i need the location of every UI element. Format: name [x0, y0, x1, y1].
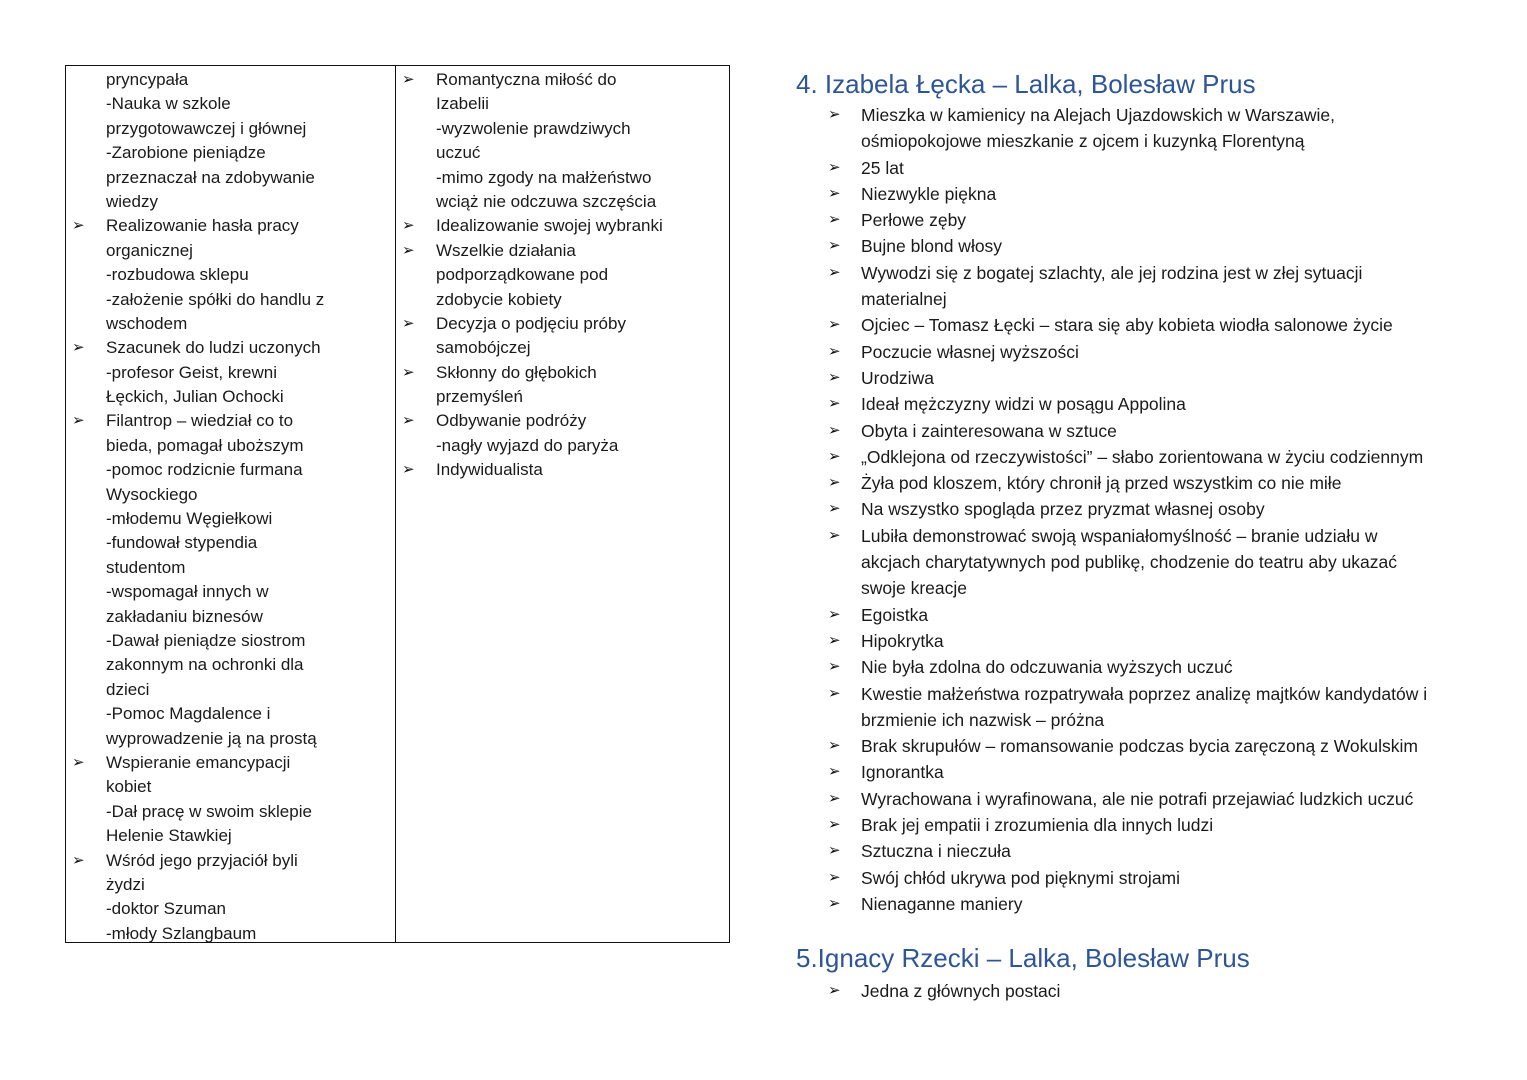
continuation-line	[106, 653, 391, 677]
line-text: Mieszka w kamienicy na Alejach Ujazdowskich w Warszawie,	[861, 105, 1335, 125]
continuation-line	[436, 166, 721, 190]
line-text: pryncypała	[106, 70, 189, 89]
line-text: Brak skrupułów – romansowanie podczas bycia zaręczoną z Wokulskim	[861, 736, 1419, 757]
continuation-line	[436, 117, 721, 141]
line-text: swoje kreacje	[861, 578, 968, 599]
arrow-bullet-icon: ➢	[828, 816, 841, 834]
line-text: -doktor Szuman	[106, 899, 226, 919]
line-text: -Pomoc Magdalence i	[106, 704, 271, 724]
arrow-bullet-icon: ➢	[828, 395, 841, 413]
line-text: 25 lat	[861, 157, 904, 178]
arrow-bullet-icon: ➢	[402, 412, 415, 430]
bullet-item	[402, 458, 721, 482]
arrow-bullet-icon: ➢	[828, 237, 841, 255]
bullet-item	[828, 312, 1496, 338]
line-text: Wszelkie działania	[436, 240, 576, 260]
line-text: brzmienie ich nazwisk – próżna	[861, 709, 1105, 730]
line-text: Bujne blond włosy	[861, 236, 1003, 257]
arrow-bullet-icon: ➢	[828, 737, 841, 755]
continuation-line	[106, 239, 391, 263]
continuation-line	[861, 128, 1496, 154]
arrow-bullet-icon: ➢	[828, 684, 841, 702]
bullet-item	[828, 260, 1496, 286]
continuation-line	[106, 702, 391, 726]
arrow-bullet-icon: ➢	[828, 421, 841, 439]
arrow-bullet-icon: ➢	[402, 363, 415, 381]
line-text: Szacunek do ludzi uczonych	[106, 338, 321, 358]
continuation-line	[106, 922, 391, 946]
continuation-line	[436, 263, 721, 287]
arrow-bullet-icon: ➢	[828, 106, 841, 123]
line-text: żydzi	[106, 874, 145, 894]
line-text: Wywodzi się z bogatej szlachty, ale jej rodzina jest w złej sytuacji	[861, 262, 1363, 283]
bullet-item	[828, 391, 1496, 417]
line-text: -założenie spółki do handlu z	[106, 289, 325, 309]
arrow-bullet-icon: ➢	[828, 842, 841, 860]
line-text: Jedna z głównych postaci	[861, 981, 1061, 1001]
arrow-bullet-icon: ➢	[828, 605, 841, 623]
bullet-item	[828, 865, 1496, 891]
continuation-line	[106, 629, 391, 653]
continuation-line	[106, 361, 391, 385]
continuation-line	[106, 507, 391, 531]
line-text: Indywidualista	[436, 460, 543, 480]
bullet-item	[828, 838, 1496, 864]
continuation-line	[106, 897, 391, 921]
arrow-bullet-icon: ➢	[402, 217, 415, 235]
arrow-bullet-icon: ➢	[828, 342, 841, 360]
bullet-item	[828, 181, 1496, 207]
arrow-bullet-icon: ➢	[402, 461, 415, 479]
arrow-bullet-icon: ➢	[828, 500, 841, 518]
bullet-item	[828, 733, 1496, 759]
bullet-item	[402, 361, 721, 385]
line-text: Idealizowanie swojej wybranki	[436, 216, 663, 236]
line-text: Wśród jego przyjaciół byli	[106, 850, 298, 870]
line-text: studentom	[106, 557, 186, 577]
continuation-line	[861, 286, 1496, 312]
continuation-line	[106, 385, 391, 409]
continuation-line	[106, 166, 391, 190]
line-text: Perłowe zęby	[861, 210, 967, 231]
line-text: Poczucie własnej wyższości	[861, 341, 1079, 362]
continuation-line	[106, 531, 391, 555]
line-text: Nie była zdolna do odczuwania wyższych uczuć	[861, 657, 1233, 678]
bullet-item	[72, 409, 391, 433]
continuation-line	[436, 141, 721, 165]
bullet-item	[828, 233, 1496, 259]
bullet-item	[828, 602, 1496, 628]
line-text: kobiet	[106, 777, 152, 797]
bullet-item	[828, 681, 1496, 707]
table-left-column	[72, 68, 391, 946]
continuation-line	[106, 117, 391, 141]
continuation-line	[106, 263, 391, 287]
arrow-bullet-icon: ➢	[72, 412, 85, 430]
line-text: zakonnym na ochronki dla	[106, 655, 304, 675]
line-text: Ojciec – Tomasz Łęcki – stara się aby kobieta wiodła salonowe życie	[861, 315, 1393, 336]
line-text: -pomoc rodzicnie furmana	[106, 460, 303, 480]
line-text: wyprowadzenie ją na prostą	[106, 728, 317, 748]
bullet-item	[828, 654, 1496, 680]
line-text: Brak jej empatii i zrozumienia dla innych ludzi	[861, 815, 1214, 836]
bullet-item	[72, 751, 391, 775]
line-text: -Nauka w szkole	[106, 94, 231, 114]
continuation-line	[106, 800, 391, 824]
line-text: zakładaniu biznesów	[106, 606, 263, 626]
line-text: Ignorantka	[861, 762, 944, 783]
table-column-divider	[395, 66, 396, 942]
section-4-heading: 4. Izabela Łęcka – Lalka, Bolesław Prus	[796, 69, 1256, 99]
bullet-item	[828, 759, 1496, 785]
continuation-line	[436, 385, 721, 409]
bullet-item	[828, 628, 1496, 654]
right-page	[796, 66, 1496, 1001]
line-text: -profesor Geist, krewni	[106, 362, 277, 382]
arrow-bullet-icon: ➢	[828, 982, 841, 999]
line-text: Niezwykle piękna	[861, 183, 997, 204]
bullet-item	[402, 214, 721, 238]
continuation-line	[106, 312, 391, 336]
section-5-list	[828, 978, 1061, 1004]
arrow-bullet-icon: ➢	[72, 851, 85, 869]
line-text: Odbywanie podróży	[436, 411, 587, 431]
line-text: -mimo zgody na małżeństwo	[436, 167, 652, 187]
line-text: Lubiła demonstrować swoją wspaniałomyślność – branie udziału w	[861, 525, 1378, 546]
line-text: ośmiopokojowe mieszkanie z ojcem i kuzynką Florentyną	[861, 131, 1305, 152]
continuation-line	[106, 483, 391, 507]
arrow-bullet-icon: ➢	[402, 241, 415, 259]
line-text: Swój chłód ukrywa pod pięknymi strojami	[861, 867, 1181, 888]
continuation-line	[106, 92, 391, 116]
continuation-line	[106, 288, 391, 312]
continuation-line	[861, 707, 1496, 733]
bullet-item	[828, 786, 1496, 812]
continuation-line	[106, 68, 391, 92]
arrow-bullet-icon: ➢	[72, 339, 85, 357]
continuation-line	[106, 190, 391, 214]
line-text: -Dał pracę w swoim sklepie	[106, 801, 312, 821]
line-text: Decyzja o podjęciu próby	[436, 313, 626, 333]
line-text: Hipokrytka	[861, 630, 944, 651]
line-text: -nagły wyjazd do paryża	[436, 435, 619, 455]
bullet-item	[72, 214, 391, 238]
section-4-list	[828, 102, 1496, 917]
continuation-line	[861, 575, 1496, 601]
bullet-item	[402, 68, 721, 92]
bullet-item	[828, 418, 1496, 444]
continuation-line	[436, 336, 721, 360]
line-text: wschodem	[106, 313, 188, 333]
line-text: -wyzwolenie prawdziwych	[436, 118, 631, 138]
line-text: wiedzy	[106, 191, 158, 211]
line-text: materialnej	[861, 289, 947, 310]
continuation-line	[436, 190, 721, 214]
line-text: Izabelii	[436, 94, 489, 114]
arrow-bullet-icon: ➢	[828, 474, 841, 492]
line-text: wciąż nie odczuwa szczęścia	[436, 191, 657, 211]
arrow-bullet-icon: ➢	[828, 184, 841, 202]
line-text: Skłonny do głębokich	[436, 362, 597, 382]
arrow-bullet-icon: ➢	[828, 658, 841, 676]
line-text: Wspieranie emancypacji	[106, 752, 291, 772]
line-text: samobójczej	[436, 338, 531, 358]
line-text: -fundował stypendia	[106, 533, 258, 553]
arrow-bullet-icon: ➢	[828, 631, 841, 649]
line-text: Żyła pod kloszem, który chronił ją przed wszystkim co nie miłe	[861, 473, 1342, 494]
arrow-bullet-icon: ➢	[828, 316, 841, 334]
continuation-line	[106, 678, 391, 702]
bullet-item	[828, 444, 1496, 470]
continuation-line	[436, 92, 721, 116]
line-text: -młody Szlangbaum	[106, 923, 257, 943]
continuation-line	[861, 549, 1496, 575]
bullet-item	[828, 496, 1496, 522]
line-text: Realizowanie hasła pracy	[106, 216, 299, 236]
continuation-line	[436, 434, 721, 458]
bullet-item	[72, 336, 391, 360]
line-text: -Dawał pieniądze siostrom	[106, 630, 306, 650]
bullet-item	[828, 812, 1496, 838]
line-text: uczuć	[436, 143, 481, 163]
arrow-bullet-icon: ➢	[72, 753, 85, 771]
line-text: podporządkowane pod	[436, 265, 609, 285]
continuation-line	[106, 605, 391, 629]
bullet-item	[402, 312, 721, 336]
character-table	[65, 65, 730, 943]
continuation-line	[106, 556, 391, 580]
line-text: -rozbudowa sklepu	[106, 265, 249, 285]
arrow-bullet-icon: ➢	[828, 868, 841, 886]
arrow-bullet-icon: ➢	[402, 71, 415, 88]
line-text: zdobycie kobiety	[436, 289, 562, 309]
line-text: przemyśleń	[436, 387, 523, 407]
line-text: Obyta i zainteresowana w sztuce	[861, 420, 1117, 441]
continuation-line	[106, 873, 391, 897]
arrow-bullet-icon: ➢	[828, 894, 841, 912]
arrow-bullet-icon: ➢	[828, 526, 841, 544]
continuation-line	[106, 458, 391, 482]
bullet-item	[402, 409, 721, 433]
line-text: -wspomagał innych w	[106, 582, 269, 602]
arrow-bullet-icon: ➢	[828, 447, 841, 465]
bullet-item	[828, 155, 1496, 181]
line-text: Ideał mężczyzny widzi w posągu Appolina	[861, 394, 1186, 415]
continuation-line	[436, 288, 721, 312]
arrow-bullet-icon: ➢	[72, 217, 85, 235]
line-text: Łęckich, Julian Ochocki	[106, 387, 284, 407]
line-text: Wysockiego	[106, 484, 198, 504]
continuation-line	[106, 775, 391, 799]
bullet-item	[828, 891, 1496, 917]
bullet-item	[402, 239, 721, 263]
line-text: Romantyczna miłość do	[436, 70, 617, 89]
bullet-item	[72, 849, 391, 873]
line-text: Egoistka	[861, 604, 929, 625]
line-text: Sztuczna i nieczuła	[861, 841, 1011, 862]
line-text: przygotowawczej i głównej	[106, 118, 307, 138]
line-text: Na wszystko spogląda przez pryzmat własnej osoby	[861, 499, 1265, 520]
bullet-item	[828, 523, 1496, 549]
line-text: organicznej	[106, 240, 193, 260]
bullet-item	[828, 365, 1496, 391]
bullet-item	[828, 339, 1496, 365]
line-text: przeznaczał na zdobywanie	[106, 167, 315, 187]
line-text: Urodziwa	[861, 367, 934, 388]
section-5-heading: 5.Ignacy Rzecki – Lalka, Bolesław Prus	[796, 943, 1250, 973]
table-right-column	[402, 68, 721, 483]
continuation-line	[106, 434, 391, 458]
bullet-item	[828, 102, 1496, 128]
bullet-item	[828, 978, 1061, 1004]
line-text: Filantrop – wiedział co to	[106, 411, 294, 431]
line-text: „Odklejona od rzeczywistości” – słabo zorientowana w życiu codziennym	[861, 446, 1424, 467]
continuation-line	[106, 824, 391, 848]
arrow-bullet-icon: ➢	[828, 158, 841, 176]
line-text: Kwestie małżeństwa rozpatrywała poprzez analizę majtków kandydatów i	[861, 683, 1428, 704]
line-text: akcjach charytatywnych pod publikę, chodzenie do teatru aby ukazać	[861, 552, 1398, 573]
arrow-bullet-icon: ➢	[828, 263, 841, 281]
arrow-bullet-icon: ➢	[402, 314, 415, 332]
continuation-line	[106, 141, 391, 165]
line-text: Helenie Stawkiej	[106, 826, 232, 846]
arrow-bullet-icon: ➢	[828, 763, 841, 781]
continuation-line	[106, 727, 391, 751]
bullet-item	[828, 470, 1496, 496]
line-text: -młodemu Węgiełkowi	[106, 509, 273, 529]
line-text: -Zarobione pieniądze	[106, 143, 266, 163]
arrow-bullet-icon: ➢	[828, 789, 841, 807]
line-text: Nienaganne maniery	[861, 893, 1023, 914]
line-text: Wyrachowana i wyrafinowana, ale nie potrafi przejawiać ludzkich uczuć	[861, 788, 1414, 809]
arrow-bullet-icon: ➢	[828, 211, 841, 229]
arrow-bullet-icon: ➢	[828, 368, 841, 386]
line-text: bieda, pomagał uboższym	[106, 435, 304, 455]
bullet-item	[828, 207, 1496, 233]
line-text: dzieci	[106, 679, 150, 699]
continuation-line	[106, 580, 391, 604]
